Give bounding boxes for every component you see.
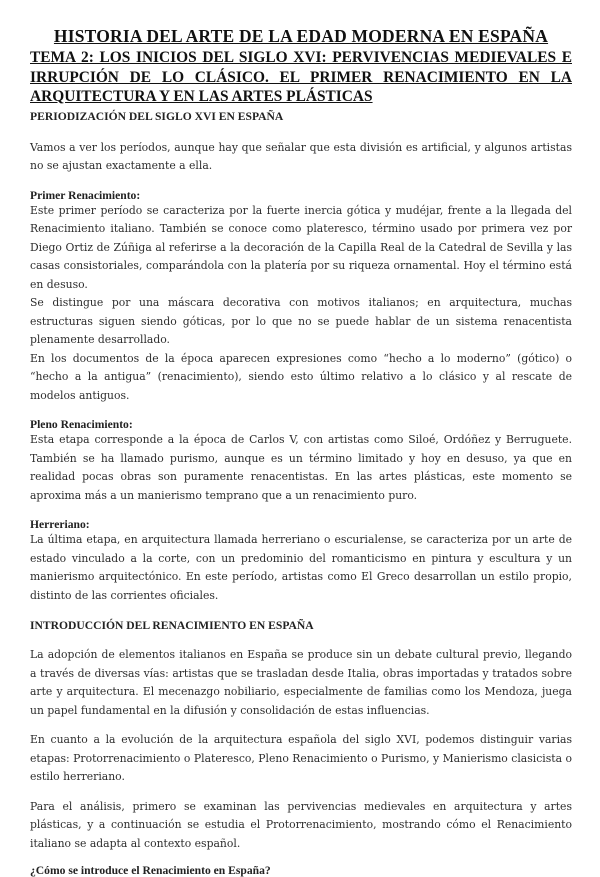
pleno-paragraph: Esta etapa corresponde a la época de Carlos V, con artistas como Siloé, Ordóñez y Berruguete. También se ha llamado purismo, aunque es un término limitado y hoy en desuso, ya que en realidad pocas obras son puramente renacentistas. En las artes plásticas, este momento se aproxima más a un manierismo temprano que a un renacimiento puro. (30, 433, 572, 502)
topic-heading: TEMA 2: LOS INICIOS DEL SIGLO XVI: PERVIVENCIAS MEDIEVALES E IRRUPCIÓN DE LO CLÁSICO. EL PRIMER RENACIMIENTO EN LA ARQUITECTURA Y EN LAS ARTES PLÁSTICAS (30, 49, 572, 105)
document-title: HISTORIA DEL ARTE DE LA EDAD MODERNA EN ESPAÑA (53, 26, 549, 46)
section-heading-introduccion: INTRODUCCIÓN DEL RENACIMIENTO EN ESPAÑA (30, 619, 314, 632)
document-page (30, 26, 572, 877)
primer-paragraph-2: Se distingue por una máscara decorativa con motivos italianos; en arquitectura, muchas estructuras siguen siendo góticas, por lo que no se puede hablar de un sistema renacentista plenamente desarrollado. (30, 296, 572, 346)
subheading-pleno-renacimiento: Pleno Renacimiento: (30, 418, 133, 431)
question-heading: ¿Cómo se introduce el Renacimiento en España? (30, 864, 271, 877)
introduccion-paragraph-3: Para el análisis, primero se examinan las pervivencias medievales en arquitectura y artes plásticas, y a continuación se estudia el Protorrenacimiento, mostrando cómo el Renacimiento italiano se adapta al contexto español. (30, 799, 572, 850)
subheading-herreriano: Herreriano: (30, 518, 90, 531)
introduccion-paragraph-2: En cuanto a la evolución de la arquitectura española del siglo XVI, podemos distinguir varias etapas: Protorrenacimiento o Plateresco, Pleno Renacimiento o Purismo, y Manierismo clasicista o estilo herreriano. (30, 733, 572, 783)
introduccion-paragraph-1: La adopción de elementos italianos en España se produce sin un debate cultural previo, llegando a través de diversas vías: artistas que se trasladan desde Italia, obras importadas y tratados sobre arte y arquitectura. El mecenazgo nobiliario, especialmente de familias como los Mendoza, juega un papel fundamental en la difusión y consolidación de estas influencias. (30, 648, 572, 717)
primer-paragraph-1: Este primer período se caracteriza por la fuerte inercia gótica y mudéjar, frente a la llegada del Renacimiento italiano. También se conoce como plateresco, término usado por primera vez por Diego Ortiz de Zúñiga al referirse a la decoración de la Capilla Real de la Catedral de Sevilla y las casas consistoriales, comparándola con la platería por su riqueza ornamental. Hoy el término está en desuso. (30, 203, 572, 291)
primer-paragraph-3: En los documentos de la época aparecen expresiones como “hecho a lo moderno” (gótico) o “hecho a la antigua” (renacimiento), siendo esto último relativo a lo clásico y al rescate de modelos antiguos. (30, 351, 572, 402)
subheading-primer-renacimiento: Primer Renacimiento: (30, 188, 141, 202)
intro-paragraph: Vamos a ver los períodos, aunque hay que señalar que esta división es artificial, y algunos artistas no se ajustan exactamente a ella. (30, 140, 572, 172)
section-heading-periodizacion: PERIODIZACIÓN DEL SIGLO XVI EN ESPAÑA (30, 109, 284, 123)
herreriano-paragraph: La última etapa, en arquitectura llamada herreriano o escurialense, se caracteriza por un arte de estado vinculado a la corte, con un predominio del romanticismo en pintura y escultura y un manierismo arquitectónico. En este período, artistas como El Greco desarrollan un estilo propio, distinto de las corrientes oficiales. (30, 533, 572, 602)
